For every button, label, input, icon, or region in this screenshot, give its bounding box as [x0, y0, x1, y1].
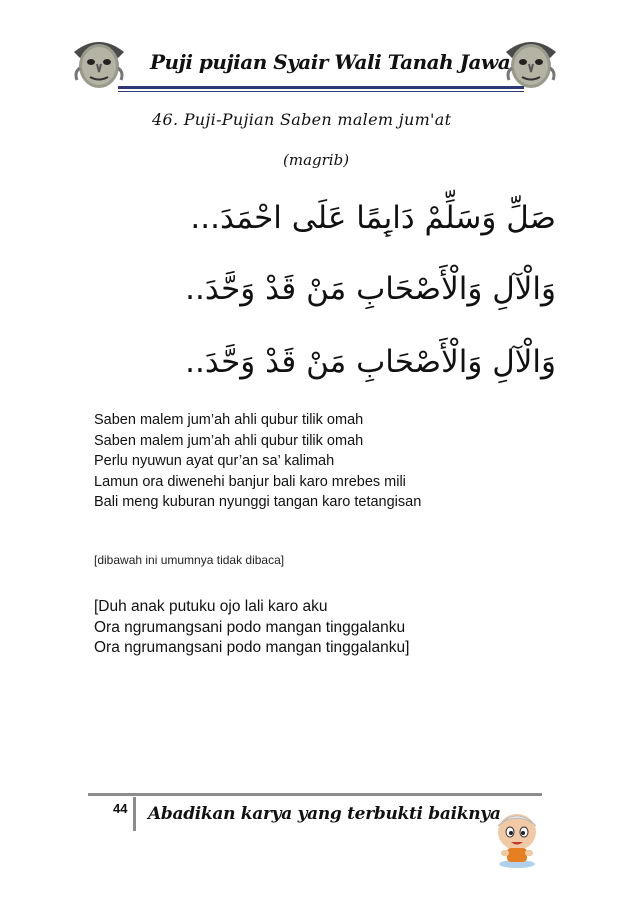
- lyrics-block-secondary: [94, 597, 409, 659]
- lyric-line: Perlu nyuwun ayat qur’an sa’ kalimah: [94, 453, 335, 469]
- note: [dibawah ini umumnya tidak dibaca]: [94, 553, 285, 567]
- lyric-line: Bali meng kuburan nyunggi tangan karo tetangisan: [94, 494, 422, 510]
- page-number: 44: [113, 801, 128, 816]
- left-mask-icon: [68, 30, 130, 92]
- chapter-subtitle: (magrib): [283, 151, 350, 169]
- header-divider-thin: [118, 91, 524, 92]
- footer-divider: [88, 793, 542, 796]
- lyrics-block: [94, 410, 421, 513]
- lyric-line: Ora ngrumangsani podo mangan tinggalanku]: [94, 639, 410, 656]
- lyric-line: Saben malem jum’ah ahli qubur tilik omah: [94, 432, 364, 449]
- arabic-line-3: وَالْآلِ وَالْأَصْحَابِ مَنْ قَدْ وَحَّدَ..: [185, 344, 556, 380]
- header-divider: [118, 86, 524, 89]
- lyric-line: [Duh anak putuku ojo lali karo aku: [94, 598, 328, 615]
- lyric-line: Ora ngrumangsani podo mangan tinggalanku: [94, 618, 406, 636]
- arabic-line-2: وَالْآلِ وَالْأَصْحَابِ مَنْ قَدْ وَحَّدَ..: [185, 271, 556, 307]
- header-title: Puji pujian Syair Wali Tanah Jawa: [150, 50, 511, 74]
- muslim-boy-icon: [487, 806, 547, 874]
- lyric-line: Saben malem jum’ah ahli qubur tilik omah: [94, 412, 364, 428]
- footer-slogan: Abadikan karya yang terbukti baiknya: [148, 804, 501, 824]
- arabic-line-1: صَلِّ وَسَلِّمْ دَاىِٕمًا عَلَى احْمَدَ...: [190, 200, 556, 236]
- lyric-line: Lamun ora diwenehi banjur bali karo mrebes mili: [94, 473, 406, 490]
- chapter-title: 46. Puji-Pujian Saben malem jum'at: [152, 110, 452, 129]
- footer-separator: [133, 797, 136, 831]
